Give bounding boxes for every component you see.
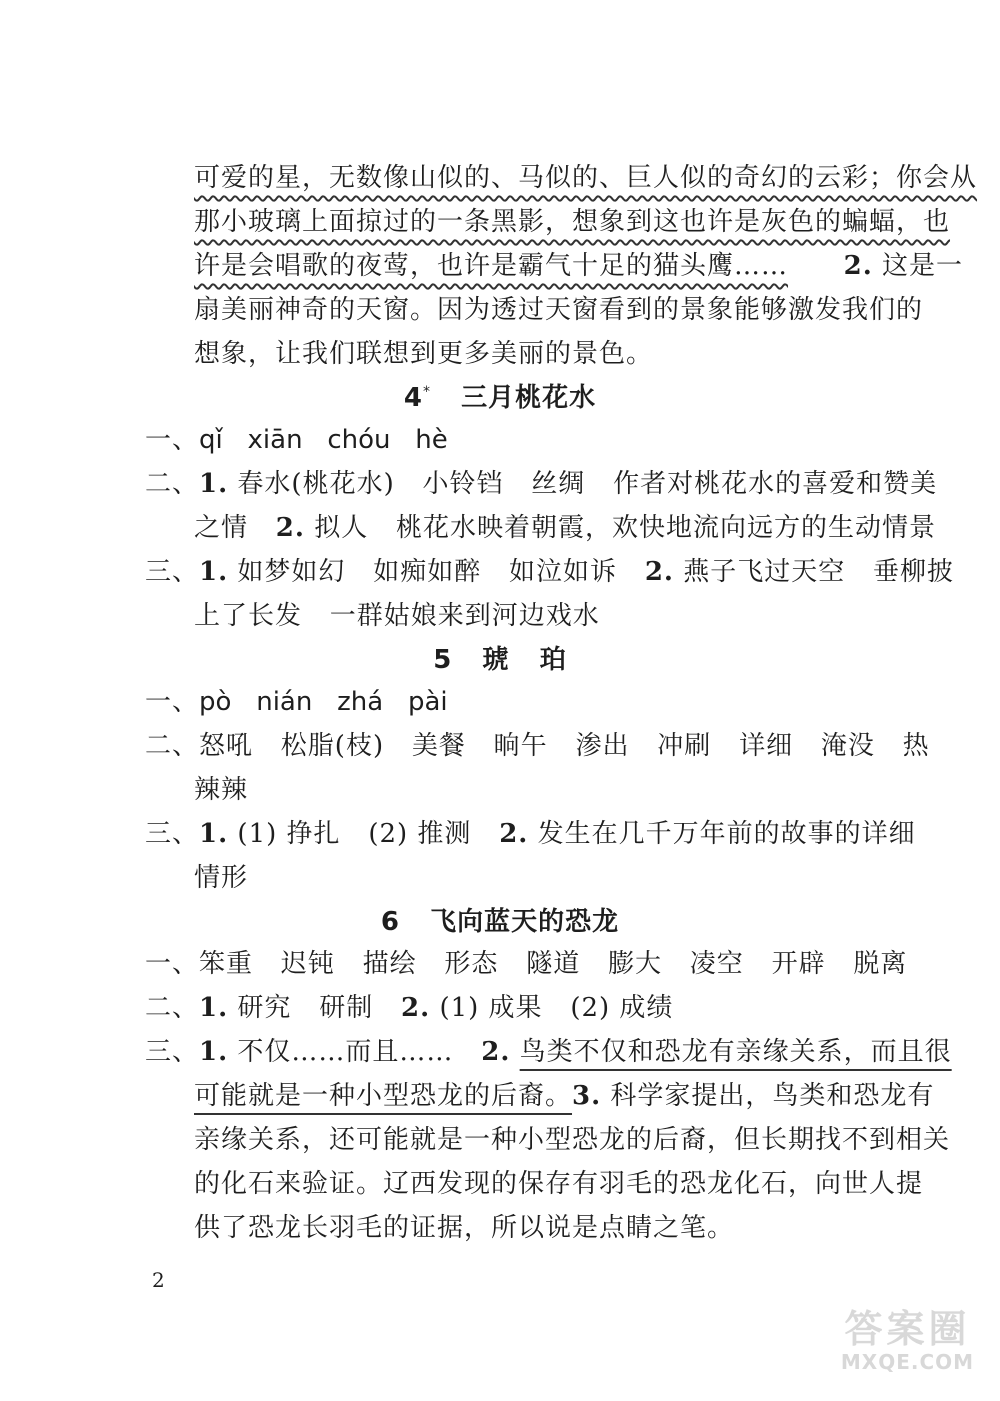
s6-row-3-line-2 [0, 1074, 1000, 1118]
item-number: 3. [572, 1081, 602, 1111]
row-label: 二、 [145, 469, 200, 499]
pinyin-answers: pò nián zhá pài [199, 687, 448, 717]
item-number: 2. [644, 557, 674, 587]
row-label: 三、 [145, 557, 200, 587]
answer-text: 研究 研制 [228, 993, 402, 1023]
s5-row-2-line-2 [0, 768, 1000, 812]
watermark-title: 答案圈 [844, 1307, 971, 1351]
s4-row-1 [0, 418, 1000, 462]
item-number: 1. [199, 819, 229, 849]
para-line-4 [0, 288, 1000, 332]
s6-row-2 [0, 986, 1000, 1030]
item-number: 2. [499, 819, 529, 849]
para-line-3 [0, 244, 1000, 288]
answer-text: 春水(桃花水) 小铃铛 丝绸 作者对桃花水的喜爱和赞美 [228, 469, 938, 499]
item-number: 2. [275, 513, 305, 543]
watermark [825, 1307, 990, 1374]
s4-row-3-line-1 [0, 550, 1000, 594]
s6-row-3-line-5 [0, 1206, 1000, 1250]
section-heading-4 [0, 376, 1000, 420]
answer-text: 科学家提出，鸟类和恐龙有 [601, 1081, 935, 1111]
optional-mark: * [422, 384, 431, 400]
underlined-text: 可能就是一种小型恐龙的后裔。 [194, 1081, 573, 1111]
row-label: 一、 [145, 949, 200, 979]
section-number: 6 [380, 907, 400, 937]
item-number: 1. [199, 1037, 229, 1067]
s4-row-2-line-2 [0, 506, 1000, 550]
para-line-1 [0, 156, 1000, 200]
answer-text: 拟人 桃花水映着朝霞，欢快地流向远方的生动情景 [304, 513, 937, 543]
underlined-text: 鸟类不仅和恐龙有亲缘关系，而且很 [519, 1037, 952, 1067]
s4-row-3-line-2 [0, 594, 1000, 638]
row-label: 一、 [145, 425, 200, 455]
row-label: 三、 [145, 1037, 200, 1067]
para-line-5 [0, 332, 1000, 376]
answer-text: (1) 挣扎 (2) 推测 [228, 819, 500, 849]
wavy-underlined-text: 那小玻璃上面掠过的一条黑影，想象到这也许是灰色的蝙蝠，也 [194, 207, 951, 237]
s5-row-2-line-1 [0, 724, 1000, 768]
answer-text: 怒吼 松脂(枝) 美餐 晌午 渗出 冲刷 详细 淹没 热 [199, 731, 930, 761]
section-number: 5 [433, 645, 453, 675]
item-number: 2. [481, 1037, 511, 1067]
para-text: 这是一 [872, 251, 964, 281]
para-line-2 [0, 200, 1000, 244]
answer-text: 之情 [194, 513, 276, 543]
section-title: 三月桃花水 [461, 383, 597, 413]
s6-row-1 [0, 942, 1000, 986]
s5-row-3-line-2 [0, 856, 1000, 900]
s5-row-3-line-1 [0, 812, 1000, 856]
answer-text: 亲缘关系，还可能就是一种小型恐龙的后裔，但长期找不到相关 [194, 1125, 951, 1155]
answer-text: 供了恐龙长羽毛的证据，所以说是点睛之笔。 [194, 1213, 735, 1243]
para-text: 想象，让我们联想到更多美丽的景色。 [194, 339, 654, 369]
item-number: 1. [199, 993, 229, 1023]
s4-row-2-line-1 [0, 462, 1000, 506]
s6-row-3-line-4 [0, 1162, 1000, 1206]
watermark-url: MXQE.COM [840, 1350, 975, 1374]
answer-text: 上了长发 一群姑娘来到河边戏水 [194, 601, 600, 631]
section-heading-5 [0, 638, 1000, 682]
answer-text: 的化石来验证。辽西发现的保存有羽毛的恐龙化石，向世人提 [194, 1169, 924, 1199]
row-label: 二、 [145, 993, 200, 1023]
section-title: 飞向蓝天的恐龙 [430, 907, 620, 937]
row-label: 一、 [145, 687, 200, 717]
pinyin-answers: qǐ xiān chóu hè [199, 425, 448, 455]
answer-text: 笨重 迟钝 描绘 形态 隧道 膨大 凌空 开辟 脱离 [199, 949, 908, 979]
answer-text [510, 1037, 519, 1067]
answer-text: 情形 [194, 863, 249, 893]
item-number: 2. [843, 251, 873, 281]
para-text: 扇美丽神奇的天窗。因为透过天窗看到的景象能够激发我们的 [194, 295, 924, 325]
wavy-underlined-text: 许是会唱歌的夜莺，也许是霸气十足的猫头鹰…… [194, 251, 789, 281]
item-number: 2. [401, 993, 431, 1023]
row-label: 二、 [145, 731, 200, 761]
s5-row-1 [0, 680, 1000, 724]
section-heading-6 [0, 900, 1000, 944]
answer-text: 不仅……而且…… [228, 1037, 482, 1067]
section-number: 4 [403, 383, 423, 413]
answer-text: 如梦如幻 如痴如醉 如泣如诉 [228, 557, 645, 587]
wavy-underlined-text: 可爱的星，无数像山似的、马似的、巨人似的奇幻的云彩；你会从 [194, 163, 978, 193]
section-title: 琥 珀 [482, 645, 567, 675]
answer-text: 辣辣 [194, 775, 249, 805]
s6-row-3-line-3 [0, 1118, 1000, 1162]
item-number: 1. [199, 469, 229, 499]
answer-text: 燕子飞过天空 垂柳披 [673, 557, 955, 587]
answer-text: (1) 成果 (2) 成绩 [430, 993, 674, 1023]
answer-text: 发生在几千万年前的故事的详细 [528, 819, 916, 849]
row-label: 三、 [145, 819, 200, 849]
page-number: 2 [152, 1268, 165, 1292]
item-number: 1. [199, 557, 229, 587]
s6-row-3-line-1 [0, 1030, 1000, 1074]
